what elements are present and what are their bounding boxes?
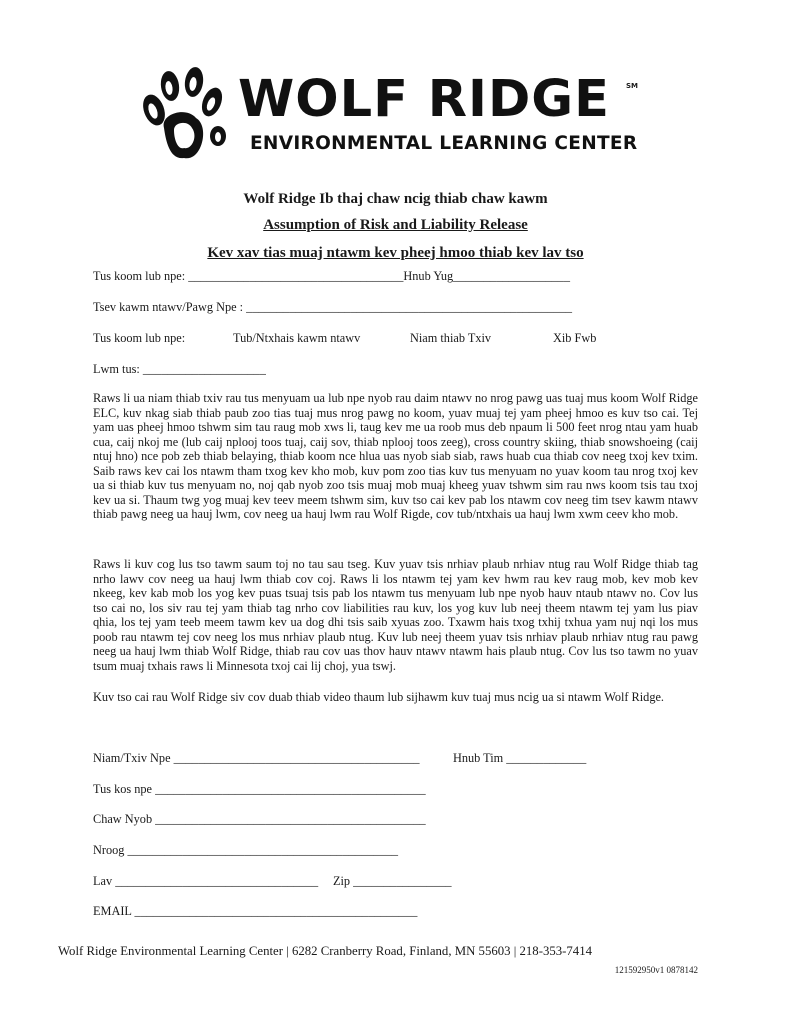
parent-name-field[interactable]: Niam/Txiv Npe ________________________________________: [93, 751, 420, 765]
other-field[interactable]: Lwm tus: ____________________: [93, 362, 266, 376]
school-group-field[interactable]: Tsev kawm ntawv/Pawg Npe : _____________________________________________________: [93, 300, 573, 314]
release-paragraph-2: Raws li kuv cog lus tso tawm saum toj no tau sau tseg. Kuv yuav tsis nrhiav plaub nrhiav ntug rau Wolf Ridge thiab tag nrho lawv cov neeg ua hauj lwm thiab cov coj. Raws li los ntawm tej yam kev hwm rau kev raug mob, kev mob kev nkeeg, kev kab mob los yog kev puas tsuaj tsis pab los ntawm tus menyuam lub npe nyob hauv ntaub ntawv no. Cov lus tso cai no, los siv rau tej yam thiab tag nrho cov liabilities rau kuv, los yog kuv lub neej theem ntawm tej yam lus piav qhia, los tej yam teeb meem tawm kev ua dog dhi tsis saib xyuas zoo. Txawm hais txog txhij txhua yam nuj nqi los mus poob rau ntawm tej cov neeg los mus nrhiav plaub ntug. Kuv lub neej theem yuav tsis nrhiav plaub nrhiav ntug rau pawg neeg ua hauj lwm thiab Wolf Ridge, thiab rau cov uas thov hauv ntawv ntawm hais plaub ntug. Cov lus tso tawm no yuav tsum muaj txhais raws li Minnesota txoj cai lij choj, yua tswj.: [93, 557, 698, 673]
state-field[interactable]: Lav _________________________________: [93, 874, 319, 888]
logo-wordmark: WOLF RIDGE: [238, 70, 610, 129]
logo-subtitle: ENVIRONMENTAL LEARNING CENTER: [250, 133, 638, 154]
media-consent-paragraph: Kuv tso cai rau Wolf Ridge siv cov duab thiab video thaum lub sijhawm kuv tuaj mus ncig ua si ntawm Wolf Ridge.: [93, 690, 664, 704]
title-english: Assumption of Risk and Liability Release: [263, 217, 528, 233]
title-hmong: Wolf Ridge Ib thaj chaw ncig thiab chaw kawm: [243, 191, 548, 207]
paw-print-icon: [140, 66, 232, 166]
date-field[interactable]: Hnub Tim _____________: [453, 751, 587, 765]
service-mark: SM: [626, 82, 639, 90]
role-option-teacher[interactable]: Xib Fwb: [553, 331, 597, 345]
zip-field[interactable]: Zip ________________: [333, 874, 452, 888]
role-label: Tus koom lub npe:: [93, 331, 186, 345]
document-code: 121592950v1 0878142: [614, 965, 698, 975]
email-field[interactable]: EMAIL ______________________________________________: [93, 904, 418, 918]
participant-name-dob-field[interactable]: Tus koom lub npe: ___________________________________Hnub Yug___________________: [93, 269, 570, 283]
role-option-student[interactable]: Tub/Ntxhais kawm ntawv: [233, 331, 361, 345]
city-field[interactable]: Nroog ____________________________________________: [93, 843, 399, 857]
release-paragraph-1: Raws li ua niam thiab txiv rau tus menyuam ua lub npe nyob rau daim ntawv no nrog pawg uas tuaj mus koom Wolf Ridge ELC, kuv nkag siab thiab paub zoo tias tuaj mus nrog pawg no koom, yuav muaj tej yam pheej hmoo es kuv tso cai. Tej yam uas pheej hmoo tshwm sim tau raug mob xws li, taug kev me ua roob mus deb npaum li 500 feet nrog ntau yam huab cua, caij nkoj me (lub caij nplooj toos tuaj, caij sov, thiab nplooj toos zeeg), cross country skiing, thiab snowshoeing (caij ntuj hno) nce pob zeb thiab belaying, thiab koom nce hlua uas nyob siab siab, raws huab cua thiab cov neeg txoj kev txim. Saib raws kev cai los ntawm tham txog kev kho mob, kuv pom zoo tias kuv tus menyuam no yuav koom tau nrog txoj kev ua si thiab kuv tus menyuam no, noj qab nyob zoo tsis muaj mob muaj kheeg yuav tshwm sim rau nws koom tsis tau txoj kev ua si. Thaum twg yog muaj kev teev meem tshwm sim, kuv tso cai kev pab los ntawm cov neeg tim tsev kawm ntawv thiab pawg neeg ua hauj lwm, cov neeg ua hauj lwm rau Wolf Rigde, cov tub/ntxhais ua hauj lwm xwm ceev kho mob.: [93, 391, 698, 521]
title-subtitle-hmong: Kev xav tias muaj ntawm kev pheej hmoo thiab kev lav tso: [207, 245, 584, 261]
address-field[interactable]: Chaw Nyob ____________________________________________: [93, 812, 426, 826]
wolf-ridge-logo: [140, 66, 650, 166]
role-option-parent[interactable]: Niam thiab Txiv: [410, 331, 492, 345]
signature-field[interactable]: Tus kos npe ____________________________________________: [93, 782, 426, 796]
footer-contact: Wolf Ridge Environmental Learning Center | 6282 Cranberry Road, Finland, MN 55603 | 218-353-7414: [58, 944, 593, 958]
